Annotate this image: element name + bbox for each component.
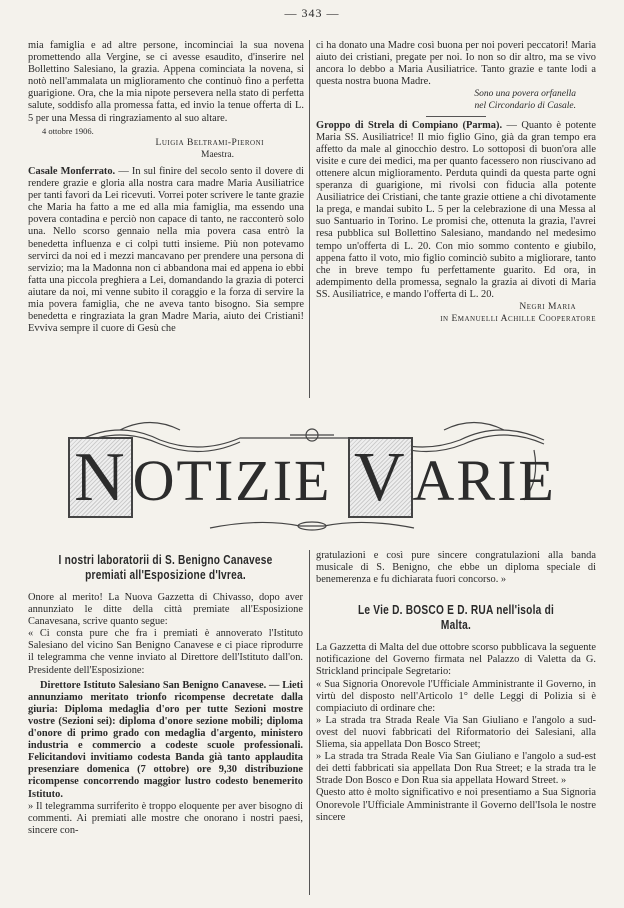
top-right-column (316, 40, 596, 325)
letter-body: — Quanto è potente Maria SS. Ausiliatrice! Il mio figlio Gino, già da gran tempo era affetto da male al ginocchio destro. Lo sottoposi di buon'ora alle visite e cure dei medici, ma per quanto facessero non riuscivano ad ottenere alcun miglioramento. Perduta quindi da questa parte ogni speranza di guarigione, mi rivolsi con fiducia alla potente Ausiliatrice dei Cristiani, che tante grazie ottiene a chi divotamente la prega, e mandai subito L. 5 per la celebrazione di una Messa al suo Santuario in Torino. Le promisi che, ottenuta la grazia, l'avrei resa pubblica sul Bollettino Salesiano, mandando nel medesimo tempo un'offerta di L. 20. Con mio sommo contento e giubilo, appena fatto il voto, mio figlio cominciò subito a migliorare, tanto che in breve tempo fu perfettamente guarito. Ed ora, in adempimento della promessa, segnalo la grazia ai divoti di Maria SS. Ausiliatrice, e mando l'offerta di L. 20. (316, 119, 596, 300)
signature-name: Negri Maria (519, 301, 576, 312)
bottom-right-column (316, 550, 596, 824)
heading-line: premiati all'Esposizione d'Ivrea. (85, 567, 246, 582)
telegram-text: Direttore Istituto Salesiano San Benigno Canavese. — Lieti annunziamo meritato trionfo ricompense decretate dalla giuria: Diploma medaglia d'oro per tutte Sezioni mostre vostre (Sezioni sei): diploma d'onore sezione mobili; diploma d'onore di primo grado con medaglia d'argento, ministero industria e commercio a codeste scuole professionali. Felicitandovi invitiamo codesta Banda già tanto applaudita presenziare domenica (7 ottobre) ore 9,30 distribuzione ricompense concorrendo maggior lustro codesto benemerito Istituto. (28, 679, 303, 800)
paragraph: » Il telegramma surriferito è troppo eloquente per aver bisogno di commenti. Ai premiati alle mostre che onorano i nostri paesi, sincere con- (28, 800, 303, 836)
date: 4 ottobre 1906. (42, 125, 94, 136)
paragraph: Questo atto è molto significativo e noi presentiamo a Sua Signoria Onorevole l'Ufficiale Amministrante il Governo dell'Isola le nostre sincere (316, 787, 596, 823)
paragraph: « Sua Signoria Onorevole l'Ufficiale Amministrante il Governo, in virtù del disposto nell'Articolo 1° delle Leggi di Polizia si è compiaciuto di ordinare che: (316, 678, 596, 714)
paragraph: ci ha donato una Madre così buona per noi poveri peccatori! Maria aiuto dei cristiani, pregate per noi. Io non so dir altro, ma se vivo ancora lo debbo a Maria Ausiliatrice. Tanto grazie e tante lodi a questa nostra buona Madre. (316, 40, 596, 88)
top-left-column (28, 40, 304, 335)
title-part: OTIZIE (132, 448, 348, 513)
page-number: — 343 — (284, 6, 340, 20)
heading-line: I nostri laboratorii di S. Benigno Canavese (58, 552, 273, 567)
paragraph: La Gazzetta di Malta del due ottobre scorso pubblicava la seguente notificazione del Governo firmata nel Palazzo di Valetta da G. Strickland principale Segretario: (316, 642, 596, 678)
letter-body: — In sul finire del secolo sento il dovere di rendere grazie e gloria alla nostra cara madre Maria Ausiliatrice per tanti favori da Lei ricevuti. Vorrei poter scrivere le tante grazie che Maria ha fatto a me ed alla mia famiglia, ma essendo una povera contadina e perciò non capace di tanto, ne racconterò solo una. Nello scorso gennaio nella mia povera casa entrò la benedetta influenza e ci colpì tutti insieme. Più non potevamo servirci da noi ed i mezzi mancavano per prendere una persona di servizio; ma la Madonna non ci abbandona mai ed appena io ebbi fatta una piccola preghiera a Lei, domandando la grazia di poterci aiutare da noi, mi venne subito il coraggio e la forza di servire la mia povera famiglia, che ne aveva tanto bisogno. Sia sempre benedetta e ringraziata la gran Madre Maria, aiuto dei Cristiani! Evviva sempre il cuore di Gesù che (28, 165, 304, 335)
signature-role: in Emanuelli Achille Cooperatore (440, 314, 596, 325)
section-title (60, 438, 564, 518)
signature-name: Luigia Beltrami-Pieroni (155, 137, 264, 148)
signature-line: nel Circondario di Casale. (474, 101, 576, 112)
paragraph: Onore al merito! La Nuova Gazzetta di Chivasso, dopo aver annunziato le ditte della città premiate all'Esposizione Canavesana, scrive quanto segue: (28, 592, 303, 628)
place-name: Casale Monferrato. (28, 165, 116, 177)
bottom-left-column (28, 550, 303, 837)
paragraph: « Ci consta pure che fra i premiati è annoverato l'Istituto Salesiano del vicino San Benigno Canavese e ci piace riprodurre il telegramma che venne inviato al Direttore dell'Istituto dall'on. Presidente dell'Esposizione: (28, 628, 303, 676)
paragraph: » La strada tra Strada Reale Via San Giuliano e l'angolo a sud-est dei detti fabbricati sia appellata Don Rua Street; e la strada tra le Strade Don Bosco e Don Rua sia appellata Howard Street. » (316, 751, 596, 787)
title-initial-v: V (348, 437, 413, 518)
paragraph: mia famiglia e ad altre persone, incominciai la sua novena promettendo alla Vergine, se ci avesse esaudito, d'inserire nel Bollettino Salesiano, la grazia. Appena cominciata la novena, si notò nell'ammalata un miglioramento che continuò fino a perfetta guarigione. Ora, che la mia nipote persevera nella stato di perfetta salute, soddisfo alla promessa fatta, ed invio la tenue offerta di L. 5 per una Messa di ringraziamento al suo altare. (28, 40, 304, 124)
column-divider (309, 40, 310, 398)
article-heading (58, 552, 273, 582)
signature-line: Sono una povera orfanella (474, 89, 576, 100)
signature-role: Maestra. (201, 149, 234, 160)
paragraph: » La strada tra Strada Reale Via San Giuliano e l'angolo a sud-ovest del nuovi fabbricati del Riformatorio dei Salesiani, alla Sliema, sia appellata Don Bosco Street; (316, 714, 596, 751)
title-part: ARIE (412, 448, 556, 513)
place-name: Groppo di Strela di Compiano (Parma). (316, 119, 503, 131)
paragraph: gratulazioni e così pure sincere congratulazioni alla banda musicale di S. Benigno, che ebbe un diploma speciale di benemerenza e fu dichiarata fuori concorso. » (316, 550, 596, 586)
separator (426, 116, 486, 117)
article-heading: Le Vie D. BOSCO E D. RUA nell'isola di Malta. (357, 602, 555, 633)
letter-groppo (316, 120, 596, 301)
column-divider (309, 550, 310, 895)
title-initial-n: N (68, 437, 133, 518)
notizie-varie-banner (60, 400, 564, 550)
letter-casale (28, 166, 304, 335)
